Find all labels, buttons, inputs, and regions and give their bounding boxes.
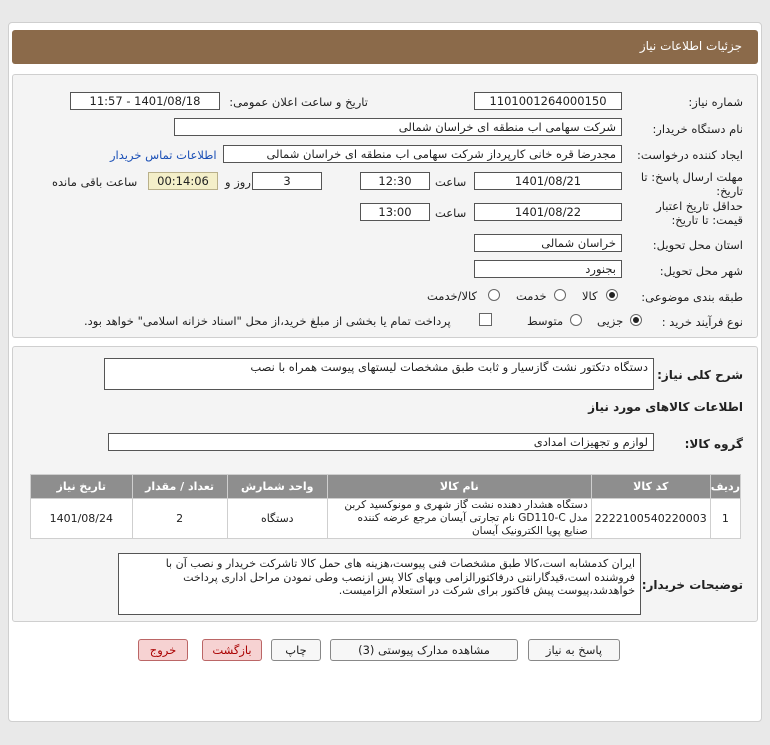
category-option-goods-service: کالا/خدمت xyxy=(427,289,478,303)
need-number-field: 1101001264000150 xyxy=(474,92,622,110)
process-option-minor: جزیی xyxy=(597,314,624,328)
validity-date-field: 1401/08/22 xyxy=(474,203,622,221)
col-code: کد کالا xyxy=(591,475,710,499)
category-option-goods: کالا xyxy=(582,289,598,303)
print-button[interactable]: چاپ xyxy=(271,639,321,661)
days-field: 3 xyxy=(252,172,322,190)
treasury-payment-checkbox[interactable] xyxy=(479,313,492,326)
category-option-service: خدمت xyxy=(516,289,547,303)
cell-row: 1 xyxy=(710,499,740,539)
category-label: طبقه بندی موضوعی: xyxy=(641,290,743,304)
contact-buyer-link[interactable]: اطلاعات تماس خریدار xyxy=(110,148,217,162)
deadline-date-field: 1401/08/21 xyxy=(474,172,622,190)
back-button[interactable]: بازگشت xyxy=(202,639,262,661)
buyer-org-field: شرکت سهامی اب منطقه ای خراسان شمالی xyxy=(174,118,622,136)
attachments-button[interactable]: مشاهده مدارک پیوستی (3) xyxy=(330,639,518,661)
col-date: تاریخ نیاز xyxy=(31,475,133,499)
remaining-time-field: 00:14:06 xyxy=(148,172,218,190)
announce-label: تاریخ و ساعت اعلان عمومی: xyxy=(229,95,368,109)
col-qty: تعداد / مقدار xyxy=(132,475,227,499)
deadline-time-word: ساعت xyxy=(435,175,467,189)
cell-code: 2222100540220003 xyxy=(591,499,710,539)
cell-qty: 2 xyxy=(132,499,227,539)
validity-time-word: ساعت xyxy=(435,206,467,220)
cell-name: دستگاه هشدار دهنده نشت گاز شهری و مونوکسید کربن مدل GD110-C نام تجارتی آیسان مرجع عرضه کننده صنایع پویا الکترونیک آیسان xyxy=(327,499,591,539)
need-number-label: شماره نیاز: xyxy=(688,95,743,109)
col-unit: واحد شمارش xyxy=(227,475,327,499)
buyer-notes-label: توضیحات خریدار: xyxy=(641,578,743,592)
col-row: ردیف xyxy=(710,475,740,499)
exit-button[interactable]: خروج xyxy=(138,639,188,661)
validity-time-field: 13:00 xyxy=(360,203,430,221)
category-radio-goods[interactable] xyxy=(606,289,618,301)
creator-field: مجدرضا قره خانی کارپرداز شرکت سهامی اب منطقه ای خراسان شمالی xyxy=(223,145,622,163)
creator-label: ایجاد کننده درخواست: xyxy=(637,148,743,162)
cell-date: 1401/08/24 xyxy=(31,499,133,539)
goods-section-title: اطلاعات کالاهای مورد نیاز xyxy=(588,400,743,414)
items-table xyxy=(30,474,741,539)
delivery-city-field: بجنورد xyxy=(474,260,622,278)
title-bar xyxy=(12,30,758,64)
delivery-city-label: شهر محل تحویل: xyxy=(659,264,743,278)
col-name: نام کالا xyxy=(327,475,591,499)
buyer-org-label: نام دستگاه خریدار: xyxy=(652,122,743,136)
validity-label: حداقل تاریخ اعتبار قیمت: تا تاریخ: xyxy=(656,199,743,227)
goods-group-field: لوازم و تجهیزات امدادی xyxy=(108,433,654,451)
process-label: نوع فرآیند خرید : xyxy=(661,315,743,329)
delivery-place-label: استان محل تحویل: xyxy=(652,238,743,252)
category-radio-goods-service[interactable] xyxy=(488,289,500,301)
goods-group-label: گروه کالا: xyxy=(684,437,743,451)
reply-button[interactable]: پاسخ به نیاز xyxy=(528,639,620,661)
remaining-word: ساعت باقی مانده xyxy=(52,175,138,189)
summary-label: شرح کلی نیاز: xyxy=(657,368,743,382)
process-option-medium: متوسط xyxy=(527,314,564,328)
table-header-row xyxy=(31,475,741,499)
table-row xyxy=(31,499,741,539)
treasury-payment-note: پرداخت تمام یا بخشی از مبلغ خرید،از محل "اسناد خزانه اسلامی" خواهد بود. xyxy=(84,314,451,328)
cell-unit: دستگاه xyxy=(227,499,327,539)
page-title: جزئیات اطلاعات نیاز xyxy=(639,39,742,53)
delivery-place-field: خراسان شمالی xyxy=(474,234,622,252)
process-radio-minor[interactable] xyxy=(630,314,642,326)
summary-field: دستگاه دتکتور نشت گازسیار و ثابت طبق مشخصات لیستهای پیوست همراه با نصب xyxy=(104,358,654,390)
deadline-time-field: 12:30 xyxy=(360,172,430,190)
days-word: روز و xyxy=(225,175,251,189)
deadline-label: مهلت ارسال پاسخ: تا تاریخ: xyxy=(640,170,743,198)
announce-field: 1401/08/18 - 11:57 xyxy=(70,92,220,110)
process-radio-medium[interactable] xyxy=(570,314,582,326)
category-radio-service[interactable] xyxy=(554,289,566,301)
buyer-notes-field: ایران کدمشابه است،کالا طبق مشخصات فنی پیوست،هزینه های حمل کالا تاشرکت خریدار و نصب آن با فروشنده است،قیدگارانتی درفاکتورالزامی وبهای کالا پس ازنصب وطی نمودن مراحل اداری پرداخت خواهدشد،پیوست پیش فاکتور برای شرکت در استعلام الزامیست. xyxy=(118,553,641,615)
